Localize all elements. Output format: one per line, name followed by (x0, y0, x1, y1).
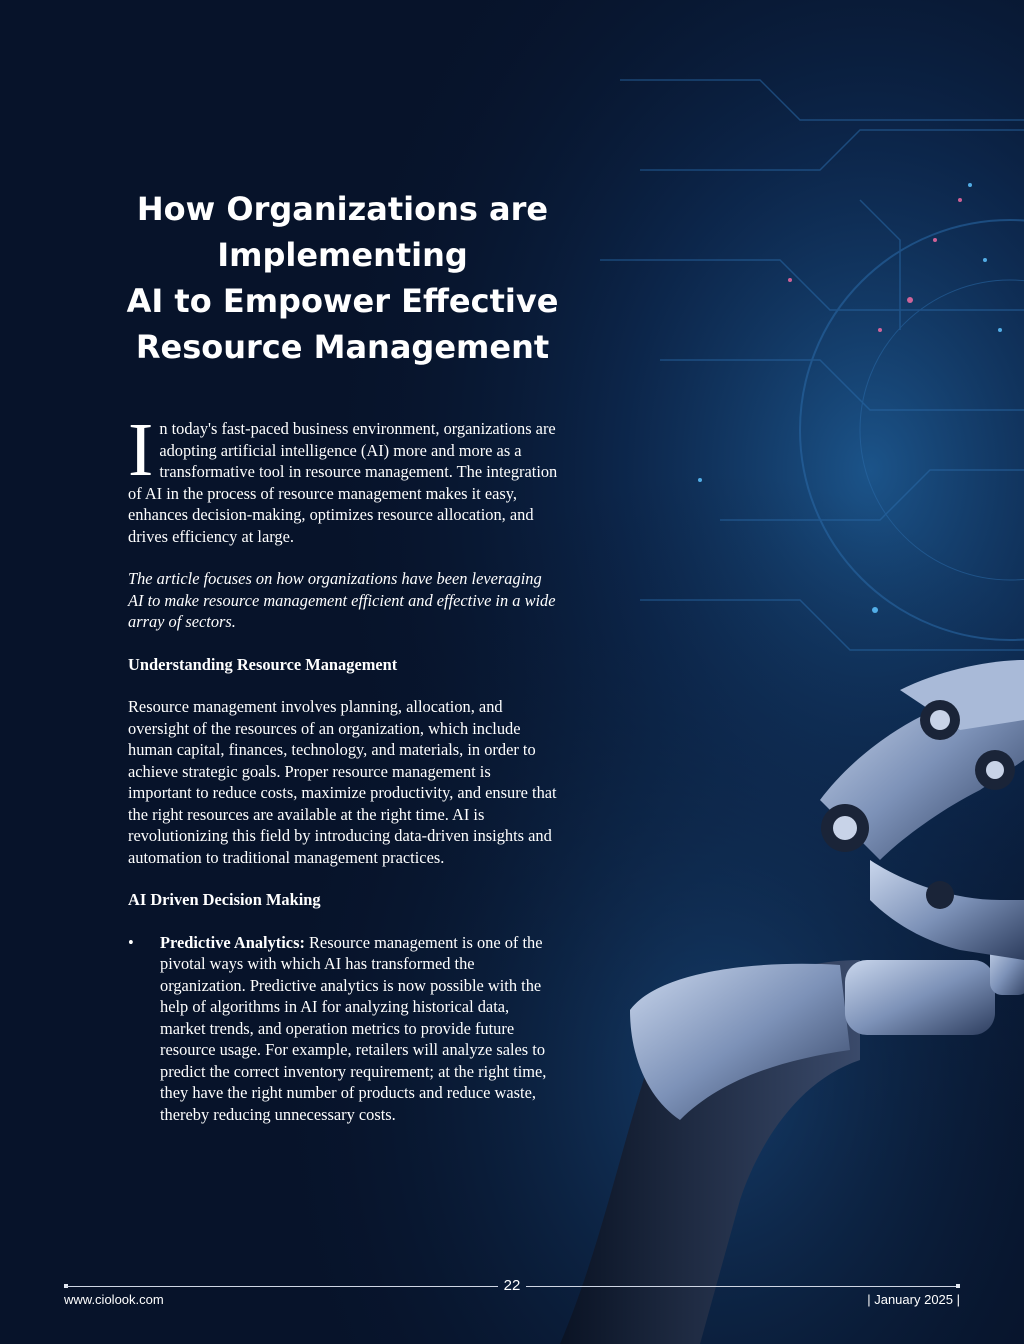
bullet-marker: • (128, 932, 134, 952)
footer-issue: | January 2025 | (867, 1292, 960, 1307)
footer-website[interactable]: www.ciolook.com (64, 1292, 164, 1307)
drop-cap: I (128, 408, 154, 492)
section-heading: Understanding Resource Management (128, 654, 398, 674)
bullet-label: Predictive Analytics: (160, 932, 305, 952)
italic-note: The article focuses on how organizations have been leveraging AI to make resource management efficient and effective in a wide array of sectors. (128, 569, 556, 631)
footer-marker (956, 1284, 960, 1288)
title-line: AI to Empower Effective (126, 282, 559, 320)
bullet-list (128, 932, 558, 1126)
intro-paragraph (128, 408, 558, 547)
footer-divider (526, 1286, 958, 1287)
footer-divider (66, 1286, 498, 1287)
section-heading: AI Driven Decision Making (128, 890, 321, 909)
list-item (128, 932, 558, 1126)
page-number: 22 (503, 1277, 521, 1294)
article-title (100, 186, 585, 370)
title-line: Resource Management (135, 328, 550, 366)
section-paragraph: Resource management involves planning, allocation, and oversight of the resources of an organization, which include human capital, finances, technology, and materials, in order to achieve strategic goals. Proper resource management is important to reduce costs, maximize productivity, and ensure that the right resources are available at the right time. AI is revolutionizing this field by introducing data-driven insights and automation to traditional management practices. (128, 697, 557, 867)
title-line: Implementing (217, 236, 468, 274)
title-line: How Organizations are (136, 190, 549, 228)
intro-text: n today's fast-paced business environment, organizations are adopting artificial intelligence (AI) more and more as a transformative tool in resource management. The integration of AI in the process of resource management makes it easy, enhances decision-making, optimizes resource allocation, and drives efficiency at large. (128, 419, 558, 546)
bullet-text: Resource management is one of the pivotal ways with which AI has transformed the organization. Predictive analytics is now possible with the help of algorithms in AI for analyzing historical data, market trends, and operation metrics to provide future resource usage. For example, retailers will analyze sales to predict the correct inventory requirement; at the right time, they have the right number of products and reduce waste, thereby reducing unnecessary costs. (160, 932, 547, 1124)
article-body (128, 408, 558, 1125)
